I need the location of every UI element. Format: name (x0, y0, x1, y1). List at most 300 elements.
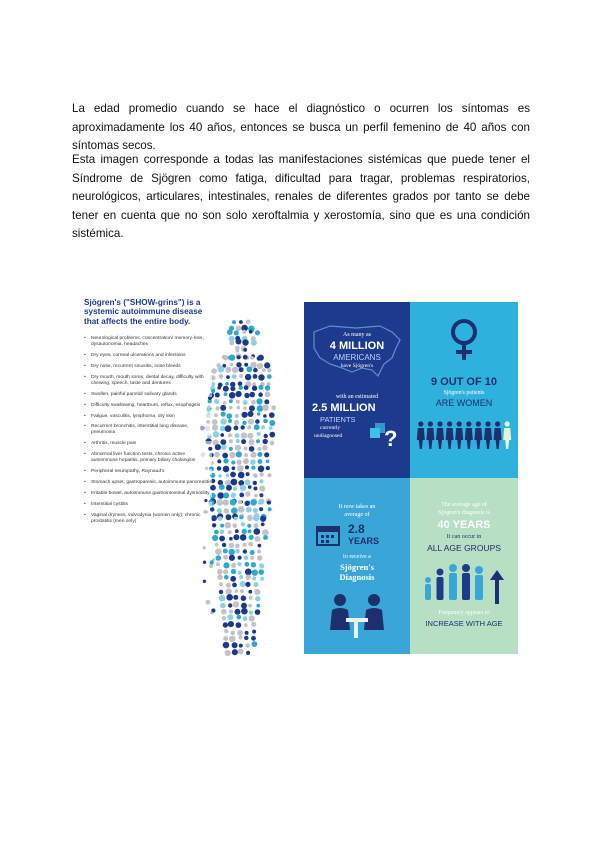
symptom-item: • Irritable bowel, autoimmune gastrointestinal dysmotility (84, 491, 212, 497)
body-dot (225, 522, 231, 528)
body-dot (240, 485, 247, 492)
body-dot (227, 614, 233, 620)
body-dot (210, 560, 214, 564)
body-dot (253, 508, 258, 513)
body-dot (236, 460, 241, 465)
body-dot (214, 530, 219, 535)
body-dot (248, 411, 254, 417)
symptom-item: • Interstitial cystitis (84, 502, 212, 508)
symptom-item: • Vaginal dryness, vulvodynia (women only); chronic prostatitis (men only) (84, 513, 212, 525)
body-dot (249, 615, 255, 621)
body-dot (234, 517, 238, 521)
body-dot (230, 576, 236, 582)
body-dot (250, 550, 255, 555)
body-dot (254, 582, 259, 587)
body-dot (251, 622, 256, 627)
body-dot (228, 603, 232, 607)
body-dot (254, 589, 260, 595)
body-dot (265, 385, 270, 390)
body-dot (219, 590, 223, 594)
body-dot (239, 575, 243, 579)
calendar-icon (316, 524, 340, 546)
body-dot (221, 445, 226, 450)
body-dot (260, 577, 264, 581)
body-dot (262, 405, 268, 411)
body-dot (250, 459, 256, 465)
body-dot (214, 452, 220, 458)
body-dot (259, 563, 264, 568)
tr-big: 9 OUT OF 10 (430, 376, 498, 388)
sjogren-body-infographic (84, 298, 276, 666)
body-dot (223, 569, 228, 574)
tl-big2: 2.5 MILLION (312, 402, 376, 414)
body-dot (228, 530, 232, 534)
body-dot (242, 412, 248, 418)
body-dot (235, 433, 240, 438)
tl-line2: AMERICANS (333, 353, 381, 362)
doctor-patient-icon (326, 590, 388, 644)
body-dot (239, 320, 243, 324)
body-dot (226, 514, 232, 520)
body-dot (231, 631, 236, 636)
body-dot (220, 405, 226, 411)
symptom-item: • Abnormal liver function tests, chronic active autoimmune hepatitis, primary biliary cholangitis (84, 452, 212, 464)
body-dot (256, 604, 260, 608)
body-dot (247, 524, 251, 528)
body-dot (256, 398, 262, 404)
body-dot (232, 642, 238, 648)
body-dot (248, 433, 254, 439)
body-dot (212, 425, 218, 431)
body-dot (222, 355, 226, 359)
body-dot (215, 393, 220, 398)
body-dot (257, 412, 261, 416)
body-dot (226, 473, 230, 477)
body-dot (234, 426, 239, 431)
body-dot (212, 419, 218, 425)
body-dot (254, 528, 261, 535)
stat-panel-americans (304, 302, 410, 478)
body-dot (233, 534, 239, 540)
body-dot (226, 485, 232, 491)
body-dot (245, 501, 250, 506)
body-dot (252, 569, 258, 575)
body-dot (243, 400, 248, 405)
symptom-item: • Stomach upset, gastroparesis, autoimmune pancreatitis (84, 480, 212, 486)
body-dot (269, 412, 275, 418)
body-dot (253, 368, 258, 373)
body-dot (223, 642, 230, 649)
bl-line5: Diagnosis (339, 572, 375, 582)
body-dot (237, 615, 242, 620)
body-dot (220, 530, 225, 535)
body-dot (216, 555, 222, 561)
body-dot (236, 349, 240, 353)
body-dot (263, 439, 268, 444)
body-dot (253, 481, 257, 485)
body-dot (235, 529, 239, 533)
body-dot (214, 413, 218, 417)
body-dot (269, 420, 275, 426)
body-dot (218, 366, 225, 373)
body-dot (221, 609, 227, 615)
body-dot (242, 330, 246, 334)
body-dot (270, 441, 275, 446)
body-dot (244, 385, 249, 390)
symptom-list (84, 336, 212, 530)
body-dot (252, 386, 257, 391)
body-dot (254, 494, 258, 498)
body-dot (239, 636, 243, 640)
body-dot (230, 472, 236, 478)
body-dot (231, 563, 236, 568)
symptom-item: • Difficulty swallowing, heartburn, reflux, esophagitis (84, 403, 212, 409)
body-dot (252, 641, 258, 647)
body-dot (215, 543, 219, 547)
body-dot (217, 466, 221, 470)
body-dot (248, 485, 252, 489)
body-dot (223, 622, 228, 627)
body-dot (235, 589, 239, 593)
body-dot (231, 493, 236, 498)
bl-line4: Sjögren's (340, 562, 374, 572)
body-dot (258, 544, 262, 548)
body-dot (266, 460, 270, 464)
body-dot (235, 414, 239, 418)
body-dot (239, 493, 244, 498)
body-dot (217, 492, 224, 499)
body-dot (258, 374, 264, 380)
body-dot (258, 459, 263, 464)
body-dot (203, 580, 206, 583)
body-dot (238, 506, 245, 513)
body-dot (211, 368, 217, 374)
body-dot (265, 391, 271, 397)
bl-line3: to receive a (343, 554, 371, 560)
body-dot (263, 414, 267, 418)
body-dot (254, 523, 259, 528)
body-dot (226, 588, 232, 594)
body-dot (262, 368, 266, 372)
body-dot (223, 501, 228, 506)
body-dot (250, 452, 256, 458)
question-mark-icon (368, 418, 398, 452)
body-dot (261, 523, 265, 527)
infographic-title: Sjögren's ("SHOW-grins") is a systemic autoimmune disease that affects the entire body. (84, 298, 203, 326)
symptom-item: • Neurological problems, concentration/ memory-loss, dysautonomia, headaches (84, 336, 212, 348)
body-dot (262, 529, 269, 536)
body-dot (248, 590, 252, 594)
body-dot (258, 501, 262, 505)
body-dot (233, 601, 239, 607)
body-dot (232, 320, 236, 324)
body-dot (229, 543, 235, 549)
body-dot (226, 583, 231, 588)
body-dot (229, 555, 235, 561)
body-dot (230, 363, 234, 367)
body-dot (261, 425, 265, 429)
body-dot (223, 555, 228, 560)
sjogren-stats-infographic (304, 302, 518, 654)
body-dot (255, 536, 261, 542)
body-dot (271, 405, 276, 410)
symptom-item: • Swollen, painful parotid/ salivary glands (84, 392, 212, 398)
body-dot (248, 604, 252, 608)
body-dot (218, 474, 222, 478)
body-dot (211, 608, 215, 612)
body-dot (237, 630, 243, 636)
body-dot (229, 452, 235, 458)
body-dot (243, 348, 247, 352)
body-dot (236, 439, 240, 443)
body-dot (231, 479, 238, 486)
tl-line4: with an estimated (335, 394, 379, 400)
body-dot (220, 524, 224, 528)
tr-line1: Sjögren's patients (443, 390, 485, 396)
body-dot (238, 556, 242, 560)
body-dot (236, 622, 242, 628)
body-dot (241, 595, 247, 601)
body-dot (223, 493, 229, 499)
body-dot (245, 374, 251, 380)
body-dot (229, 439, 233, 443)
body-dot (232, 583, 237, 588)
body-dot (253, 515, 260, 522)
body-dot (227, 329, 233, 335)
woman-figure (494, 421, 502, 449)
body-dot (260, 516, 266, 522)
stat-panel-diagnosis-time (304, 478, 410, 654)
body-dot (255, 330, 260, 335)
body-dot (237, 406, 241, 410)
body-dot (266, 466, 270, 470)
body-dot (251, 636, 256, 641)
body-dot (269, 432, 275, 438)
body-dot (226, 594, 233, 601)
body-dot (230, 499, 236, 505)
body-dot (228, 433, 232, 437)
body-dot (241, 522, 245, 526)
symptom-item: • Arthritis, muscle pain (84, 441, 212, 447)
body-dot (242, 339, 248, 345)
symptom-item: • Dry eyes, corneal ulcerations and infections (84, 353, 212, 359)
body-dot (268, 507, 272, 511)
body-dot (252, 630, 256, 634)
body-dot (219, 536, 225, 542)
paragraph-systemic-manifestations: Esta imagen corresponde a todas las manifestaciones sistémicas que puede tener el Síndrome de Sjögren como fatiga, dificultad para tragar, problemas respiratorios, neurológicos, articulares, intestinales, renales de diferentes grados por tanto se debe tener en cuenta que no son solo xeroftalmia y xerostomía, sino que es una condición sistémica. (72, 153, 530, 240)
body-dot (257, 363, 263, 369)
body-dot (244, 363, 248, 367)
body-dot (219, 582, 223, 586)
body-dot (245, 491, 250, 496)
body-dot (244, 623, 248, 627)
body-dot (231, 507, 238, 514)
body-dot (257, 452, 262, 457)
body-dot (249, 405, 255, 411)
body-dot (233, 487, 237, 491)
body-dot (217, 499, 224, 506)
man-figure (503, 421, 511, 449)
br-line2: Sjögren's diagnosis is (438, 510, 490, 516)
body-dot (259, 472, 263, 476)
body-dot (235, 445, 241, 451)
body-dot (233, 595, 238, 600)
bl-line2: average of (344, 512, 370, 518)
woman-figure (426, 421, 434, 449)
body-dot (238, 649, 244, 655)
body-dot (241, 432, 248, 439)
body-dot (203, 561, 206, 564)
body-dot (232, 367, 238, 373)
body-dot (243, 458, 249, 464)
body-dot (244, 393, 249, 398)
body-dot (241, 603, 247, 609)
body-dot (232, 466, 236, 470)
body-dot (254, 487, 258, 491)
body-dot (254, 424, 260, 430)
body-dot (246, 651, 250, 655)
br-line6: INCREASE WITH AGE (425, 619, 503, 628)
body-dot (244, 555, 249, 560)
body-dot (243, 549, 247, 553)
body-dot (209, 564, 213, 568)
women-figures-row (416, 420, 512, 450)
stat-panel-women (410, 302, 518, 478)
body-dot (212, 535, 218, 541)
body-dot (229, 447, 233, 451)
body-dot (263, 419, 268, 424)
body-dot (259, 507, 263, 511)
body-dot (242, 529, 247, 534)
body-dot (215, 444, 221, 450)
body-dot (203, 546, 206, 549)
body-dot (267, 501, 271, 505)
body-dot (257, 356, 262, 361)
body-dot (219, 484, 225, 490)
body-dot (223, 466, 230, 473)
body-dot (223, 549, 228, 554)
body-dot (252, 576, 256, 580)
body-dot (222, 543, 226, 547)
body-dot (244, 453, 248, 457)
body-dot (238, 571, 242, 575)
body-dot (241, 439, 246, 444)
body-dot (238, 500, 242, 504)
body-dot (259, 493, 263, 497)
body-dot (229, 549, 235, 555)
body-dot (220, 603, 226, 609)
body-dot (246, 366, 252, 372)
body-dot (234, 420, 239, 425)
body-dot (223, 458, 228, 463)
body-dot (256, 439, 260, 443)
woman-figure (436, 421, 444, 449)
body-dot (229, 610, 233, 614)
body-dot (229, 340, 234, 345)
body-dot (229, 537, 233, 541)
body-dot (217, 459, 221, 463)
body-dot (239, 367, 244, 372)
body-dot (262, 445, 267, 450)
body-dot (217, 569, 223, 575)
body-dot (251, 340, 257, 346)
body-dot (246, 575, 251, 580)
bl-big-unit: YEARS (348, 536, 380, 546)
body-dot (225, 650, 231, 656)
body-dot (247, 516, 253, 522)
body-dot (232, 523, 237, 528)
body-dot (237, 355, 241, 359)
body-dot (229, 406, 233, 410)
body-dot (250, 556, 254, 560)
body-dot (258, 466, 265, 473)
tl-line5: PATIENTS (320, 415, 356, 424)
body-dot (239, 644, 243, 648)
symptom-item: • Dry mouth, mouth sores, dental decay, difficulty with chewing, speech, taste and dentures (84, 375, 212, 387)
br-big: 40 YEARS (437, 519, 491, 531)
body-dot (239, 515, 243, 519)
body-dot (248, 542, 253, 547)
body-dot (241, 425, 245, 429)
body-dot (223, 401, 227, 405)
svg-text:?: ? (384, 426, 398, 451)
body-dot (232, 649, 238, 655)
body-dot (243, 355, 248, 360)
br-line5: Frequency appears to (438, 610, 490, 616)
body-dot (220, 418, 226, 424)
body-dot (220, 433, 224, 437)
body-dot (236, 326, 241, 331)
body-dot (223, 386, 229, 392)
body-dot (248, 529, 252, 533)
body-dot (251, 400, 256, 405)
body-dot (240, 589, 244, 593)
body-dot (217, 574, 223, 580)
body-dot (224, 629, 228, 633)
body-dot (231, 461, 235, 465)
body-dot (227, 413, 233, 419)
female-symbol-icon (448, 318, 480, 362)
body-dot (250, 356, 254, 360)
body-dot (264, 434, 268, 438)
body-dot (225, 425, 232, 432)
tl-line1: As many as (343, 332, 371, 338)
body-dot (268, 473, 272, 477)
body-dot (255, 419, 260, 424)
woman-figure (465, 421, 473, 449)
body-dot (224, 575, 229, 580)
symptom-item: • Dry nose, recurrent sinusitis, nose bleeds (84, 364, 212, 370)
body-dot (259, 486, 265, 492)
body-dot (225, 382, 229, 386)
body-dot (250, 499, 256, 505)
body-dot (236, 391, 242, 397)
body-dot (257, 447, 261, 451)
body-dot (206, 600, 211, 605)
body-dot (239, 374, 243, 378)
body-dot (222, 453, 228, 459)
bl-big: 2.8 (348, 522, 365, 536)
woman-figure (417, 421, 425, 449)
body-dot (253, 473, 258, 478)
body-dot (217, 508, 222, 513)
body-dot (212, 523, 216, 527)
body-dot (217, 386, 221, 390)
woman-figure (455, 421, 463, 449)
body-dot (258, 392, 263, 397)
body-dot (249, 446, 255, 452)
body-dot (232, 374, 237, 379)
